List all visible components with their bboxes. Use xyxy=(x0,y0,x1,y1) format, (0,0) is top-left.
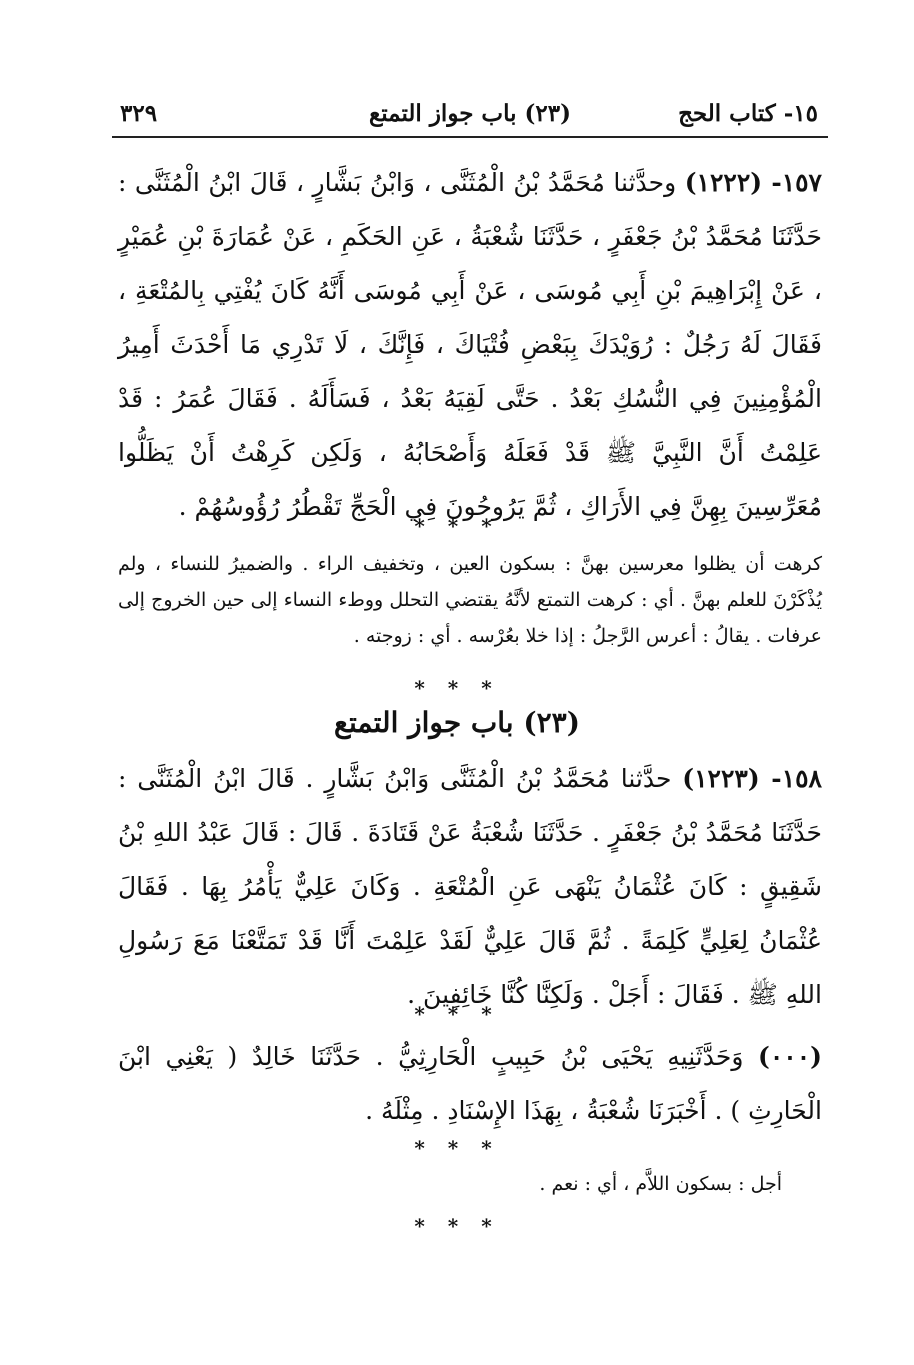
separator-stars: * * * xyxy=(414,1002,500,1026)
hadith-text: وحدَّثنا مُحَمَّدُ بْنُ الْمُثَنَّى ، وَابْنُ بَشَّارٍ ، قَالَ ابْنُ الْمُثَنَّى : حَدَّثَنَا مُحَمَّدُ بْنُ جَعْفَرٍ ، حَدَّثَنَا شُعْبَةُ ، عَنِ الحَكَمِ ، عَنْ عُمَارَةَ بْنِ عُمَيْرٍ ، عَنْ إِبْرَاهِيمَ بْنِ أَبِي مُوسَى ، عَنْ أَبِي مُوسَى أَنَّهُ كَانَ يُفْتِي بِالمُتْعَةِ ، فَقَالَ لَهُ رَجُلٌ : رُوَيْدَكَ بِبَعْضِ فُتْيَاكَ ، فَإِنَّكَ ، لَا تَدْرِي مَا أَحْدَثَ أَمِيرُ الْمُؤْمِنِينَ فِي النُّسُكِ بَعْدُ . حَتَّى لَقِيَهُ بَعْدُ ، فَسَأَلَهُ . فَقَالَ عُمَرُ : قَدْ عَلِمْتُ أَنَّ النَّبِيَّ ﷺ قَدْ فَعَلَهُ وَأَصْحَابُهُ ، وَلَكِن كَرِهْتُ أَنْ يَظَلُّوا مُعَرِّسِينَ بِهِنَّ فِي الأَرَاكِ ، ثُمَّ يَرُوحُونَ فِي الْحَجِّ تَقْطُرُ رُؤُوسُهُمْ . xyxy=(118,168,823,521)
commentary-note-2 xyxy=(118,1166,822,1202)
separator-stars: * * * xyxy=(414,1214,500,1238)
separator-stars: * * * xyxy=(414,514,500,538)
hadith-text: حدَّثنا مُحَمَّدُ بْنُ الْمُثَنَّى وَابْنُ بَشَّارٍ . قَالَ ابْنُ الْمُثَنَّى : حَدَّثَنَا مُحَمَّدُ بْنُ جَعْفَرٍ . حَدَّثَنَا شُعْبَةُ عَنْ قَتَادَةَ . قَالَ : قَالَ عَبْدُ اللهِ بْنُ شَقِيقٍ : كَانَ عُثْمَانُ يَنْهَى عَنِ الْمُتْعَةِ . وَكَانَ عَلِيٌّ يَأْمُرُ بِهَا . فَقَالَ عُثْمَانُ لِعَلِيٍّ كَلِمَةً . ثُمَّ قَالَ عَلِيٌّ لَقَدْ عَلِمْتَ أَنَّا قَدْ تَمَتَّعْنَا مَعَ رَسُولِ اللهِ ﷺ . فَقَالَ : أَجَلْ . وَلَكِنَّا كُنَّا خَائِفِينَ . xyxy=(118,764,822,1009)
hadith-158-paragraph xyxy=(118,752,822,1022)
book-title: ١٥- كتاب الحج xyxy=(678,100,818,127)
hadith-000-paragraph xyxy=(118,1030,822,1138)
hadith-text: وَحَدَّثَنِيهِ يَحْيَى بْنُ حَبِيبٍ الْحَارِثِيُّ . حَدَّثَنَا خَالِدٌ ( يَعْنِي ابْنَ الْحَارِثِ ) . أَخْبَرَنَا شُعْبَةُ ، بِهَذَا الإِسْنَادِ . مِثْلَهُ . xyxy=(118,1042,822,1125)
hadith-000 xyxy=(118,1030,822,1138)
page-number: ٣٢٩ xyxy=(120,100,158,127)
chapter-title: (٢٣) باب جواز التمتع xyxy=(334,706,580,739)
note-text: أجل : بسكون اللاَّم ، أي : نعم . xyxy=(539,1173,782,1195)
page-header xyxy=(112,94,828,138)
chapter-header: (٢٣) باب جواز التمتع xyxy=(369,100,571,127)
commentary-note xyxy=(118,546,822,654)
note-text: كرهت أن يظلوا معرسين بهنَّ : بسكون العين ، وتخفيف الراء . والضميرُ للنساء ، ولم يُذْكَرْنَ للعلم بهنَّ . أي : كرهت التمتع لأنَّهُ يقتضي التحلل ووطء النساء إلى حين الخروج إلى عرفات . يقالُ : أعرس الرَّجلُ : إذا خلا بعُرْسه . أي : زوجته . xyxy=(118,553,822,647)
separator-stars: * * * xyxy=(414,1136,500,1160)
hadith-number: ١٥٨- (١٢٢٣) xyxy=(682,764,822,793)
hadith-157 xyxy=(118,156,822,534)
separator-stars: * * * xyxy=(414,676,500,700)
hadith-157-paragraph xyxy=(118,156,822,534)
hadith-number: (٠٠٠) xyxy=(758,1042,822,1071)
hadith-158 xyxy=(118,752,822,1022)
hadith-number: ١٥٧- (١٢٢٢) xyxy=(684,168,822,197)
